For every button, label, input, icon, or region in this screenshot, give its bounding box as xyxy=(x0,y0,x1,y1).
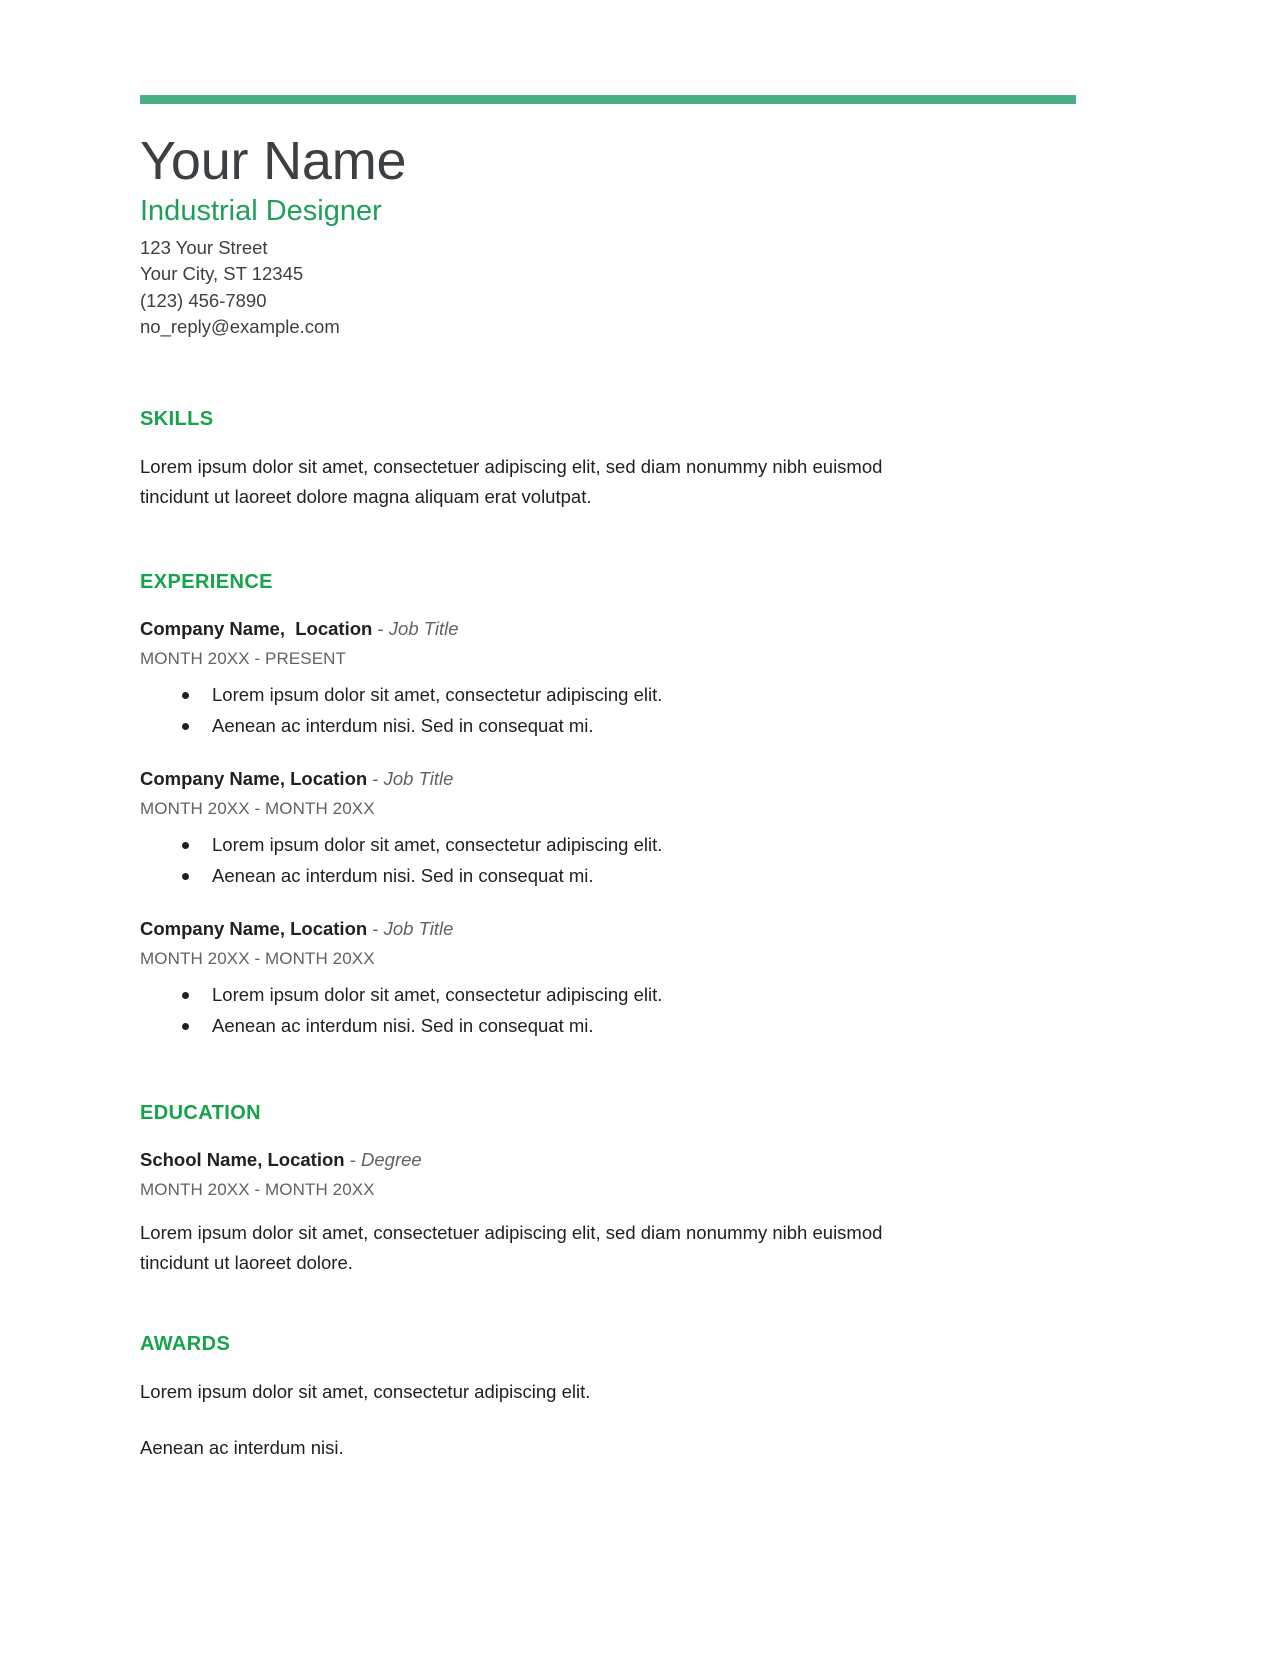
top-accent-bar xyxy=(140,95,1076,104)
job-subtitle: Industrial Designer xyxy=(140,195,382,228)
list-item: Aenean ac interdum nisi. Sed in consequat mi. xyxy=(140,1010,1076,1041)
experience-dates: MONTH 20XX - PRESENT xyxy=(140,649,347,668)
experience-dates: MONTH 20XX - MONTH 20XX xyxy=(140,799,375,818)
contact-phone: (123) 456-7890 xyxy=(140,289,267,311)
education-school: School Name, Location xyxy=(140,1149,345,1170)
section-experience xyxy=(140,571,1076,1047)
experience-bullet-list xyxy=(140,979,1076,1041)
education-description: Lorem ipsum dolor sit amet, consectetuer adipiscing elit, sed diam nonummy nibh euismod tincidunt ut laoreet dolore. xyxy=(140,1222,883,1273)
experience-organization: Company Name, Location xyxy=(140,918,368,939)
experience-entry xyxy=(140,615,1076,741)
list-item: Lorem ipsum dolor sit amet, consectetur adipiscing elit. xyxy=(140,979,1076,1010)
experience-dates: MONTH 20XX - MONTH 20XX xyxy=(140,949,375,968)
title-separator: - xyxy=(367,918,384,939)
title-separator: - xyxy=(367,768,384,789)
education-degree: Degree xyxy=(361,1149,422,1170)
title-separator: - xyxy=(344,1149,362,1170)
section-heading-experience: EXPERIENCE xyxy=(140,571,273,593)
experience-job-title: Job Title xyxy=(383,918,454,939)
contact-street: 123 Your Street xyxy=(140,236,268,258)
experience-entry-title xyxy=(140,765,1076,793)
experience-job-title: Job Title xyxy=(388,618,459,639)
title-separator: - xyxy=(372,618,389,639)
education-entry xyxy=(140,1146,1076,1278)
list-item: Lorem ipsum dolor sit amet, consectetur adipiscing elit. xyxy=(140,829,1076,860)
experience-entry xyxy=(140,765,1076,891)
section-education xyxy=(140,1102,1076,1284)
resume-header xyxy=(140,132,1076,341)
section-heading-education: EDUCATION xyxy=(140,1102,262,1124)
list-item: Lorem ipsum dolor sit amet, consectetur adipiscing elit. xyxy=(140,679,1076,710)
contact-city-state-zip: Your City, ST 12345 xyxy=(140,263,304,285)
experience-bullet-list xyxy=(140,829,1076,891)
education-entry-title xyxy=(140,1146,1076,1174)
experience-entry-title xyxy=(140,615,1076,643)
contact-email: no_reply@example.com xyxy=(140,316,340,338)
experience-organization: Company Name, Location xyxy=(140,768,368,789)
section-awards xyxy=(140,1333,1076,1463)
experience-entry-title xyxy=(140,915,1076,943)
experience-job-title: Job Title xyxy=(383,768,454,789)
skills-body: Lorem ipsum dolor sit amet, consectetuer adipiscing elit, sed diam nonummy nibh euismod tincidunt ut laoreet dolore magna aliquam erat volutpat. xyxy=(140,456,883,507)
section-heading-awards: AWARDS xyxy=(140,1333,231,1355)
list-item: Aenean ac interdum nisi. Sed in consequat mi. xyxy=(140,860,1076,891)
award-line: Aenean ac interdum nisi. xyxy=(140,1437,344,1458)
experience-bullet-list xyxy=(140,679,1076,741)
section-skills xyxy=(140,408,1076,512)
section-heading-skills: SKILLS xyxy=(140,408,214,430)
experience-organization: Company Name, Location xyxy=(140,618,373,639)
education-dates: MONTH 20XX - MONTH 20XX xyxy=(140,1180,375,1199)
list-item: Aenean ac interdum nisi. Sed in consequat mi. xyxy=(140,710,1076,741)
experience-entry xyxy=(140,915,1076,1041)
page-title: Your Name xyxy=(140,131,407,191)
award-line: Lorem ipsum dolor sit amet, consectetur adipiscing elit. xyxy=(140,1381,591,1402)
